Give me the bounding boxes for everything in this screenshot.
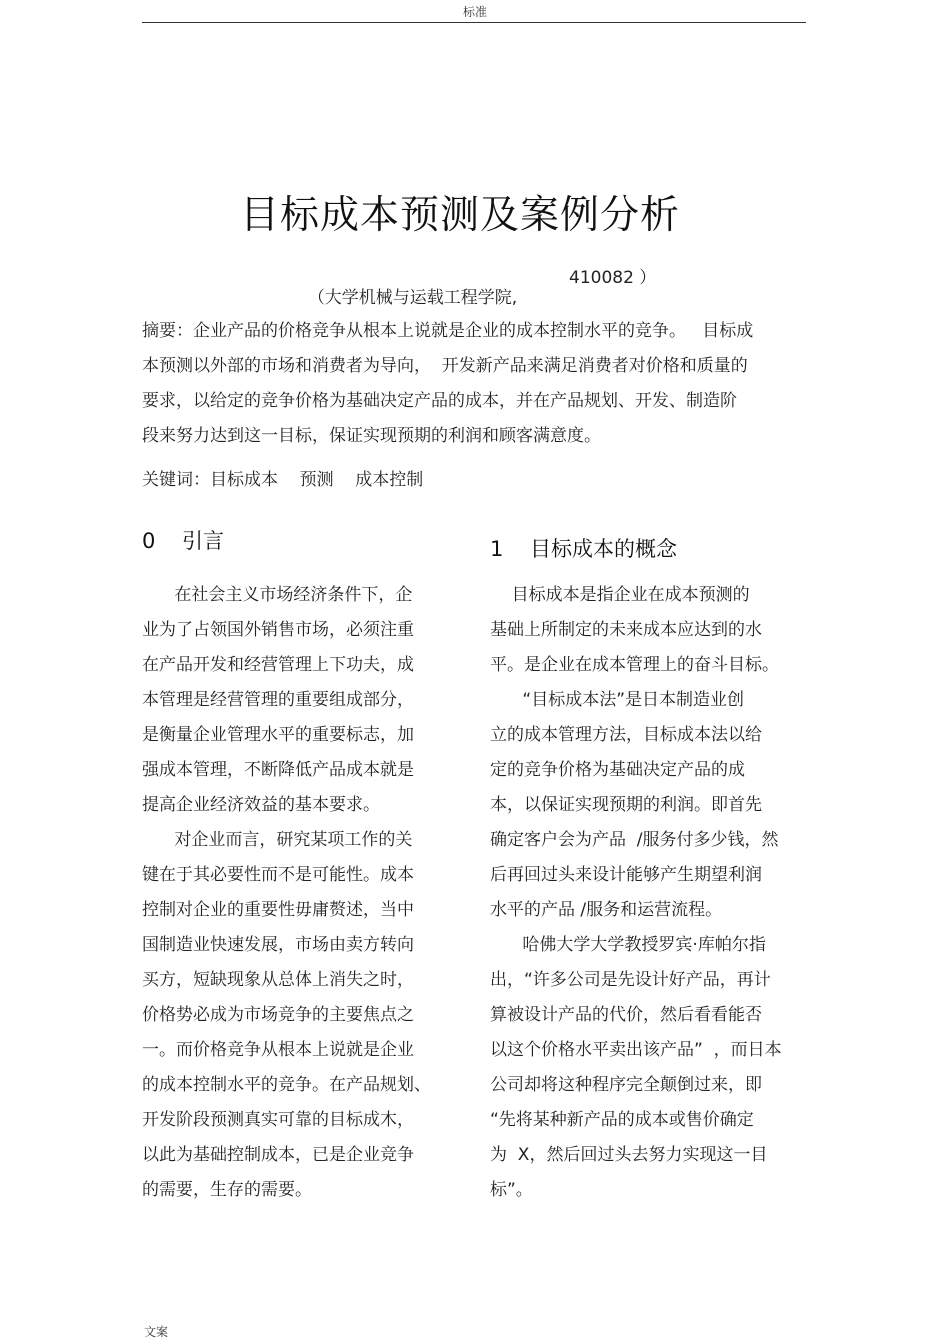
paragraph-line: 出，“许多公司是先设计好产品，再计 xyxy=(490,970,771,990)
paragraph-line: 对企业而言，研究某项工作的关 xyxy=(142,830,413,850)
paragraph-line: 的成本控制水平的竞争。在产品规划、 xyxy=(142,1075,431,1095)
paragraph-line: 哈佛大学大学教授罗宾·库帕尔指 xyxy=(490,935,766,955)
paragraph-line: 本管理是经营管理的重要组成部分， xyxy=(142,690,414,710)
section-1-heading: 1 目标成本的概念 xyxy=(490,537,678,561)
paragraph-line: 后再回过头来设计能够产生期望利润 xyxy=(490,865,762,885)
paragraph-line: 立的成本管理方法，目标成本法以给 xyxy=(490,725,762,745)
paragraph-line: 业为了占领国外销售市场，必须注重 xyxy=(142,620,414,640)
page-footer-label: 文案 xyxy=(144,1325,169,1339)
affiliation-institution: （大学机械与运载工程学院, xyxy=(307,288,518,308)
paragraph-line: 目标成本是指企业在成本预测的 xyxy=(490,585,750,605)
paragraph-line: 以这个价格水平卖出该产品” ，而日本 xyxy=(490,1040,782,1060)
header-divider xyxy=(142,22,806,23)
paragraph-line: 本，以保证实现预期的利润。即首先 xyxy=(490,795,762,815)
paragraph-line: 强成本管理，不断降低产品成本就是 xyxy=(142,760,414,780)
paragraph-line: 控制对企业的重要性毋庸赘述，当中 xyxy=(142,900,414,920)
paragraph-line: 买方，短缺现象从总体上消失之时， xyxy=(142,970,414,990)
paragraph-line: 在社会主义市场经济条件下，企 xyxy=(142,585,413,605)
affiliation-postal-code: 410082 ） xyxy=(569,268,657,288)
paragraph-line: 标”。 xyxy=(490,1180,533,1200)
paragraph-line: 算被设计产品的代价，然后看看能否 xyxy=(490,1005,762,1025)
paragraph-line: 是衡量企业管理水平的重要标志，加 xyxy=(142,725,414,745)
paragraph-line: 水平的产品 /服务和运营流程。 xyxy=(490,900,723,920)
paragraph-line: 确定客户会为产品 /服务付多少钱，然 xyxy=(490,830,779,850)
paragraph-line: “先将某种新产品的成本或售价确定 xyxy=(490,1110,754,1130)
abstract-line: 本预测以外部的市场和消费者为导向， 开发新产品来满足消费者对价格和质量的 xyxy=(142,356,748,376)
section-0-heading: 0 引言 xyxy=(142,529,225,553)
paragraph-line: 平。是企业在成本管理上的奋斗目标。 xyxy=(490,655,779,675)
paragraph-line: 定的竞争价格为基础决定产品的成 xyxy=(490,760,745,780)
abstract-line: 段来努力达到这一目标，保证实现预期的利润和顾客满意度。 xyxy=(142,426,601,446)
abstract-line: 要求，以给定的竞争价格为基础决定产品的成本，并在产品规划、开发、制造阶 xyxy=(142,391,737,411)
abstract-line: 摘要：企业产品的价格竞争从根本上说就是企业的成本控制水平的竞争。 目标成 xyxy=(142,321,754,341)
paragraph-line: 国制造业快速发展，市场由卖方转向 xyxy=(142,935,414,955)
paragraph-line: 为 X，然后回过头去努力实现这一目 xyxy=(490,1145,768,1165)
paragraph-line: 基础上所制定的未来成本应达到的水 xyxy=(490,620,762,640)
paragraph-line: 在产品开发和经营管理上下功夫，成 xyxy=(142,655,414,675)
paragraph-line: 一。而价格竞争从根本上说就是企业 xyxy=(142,1040,414,1060)
page-header-label: 标准 xyxy=(462,5,487,19)
paragraph-line: “目标成本法”是日本制造业创 xyxy=(490,690,745,710)
paragraph-line: 的需要，生存的需要。 xyxy=(142,1180,312,1200)
keywords: 关键词：目标成本 预测 成本控制 xyxy=(142,470,424,490)
paragraph-line: 以此为基础控制成本，已是企业竞争 xyxy=(142,1145,414,1165)
paragraph-line: 提高企业经济效益的基本要求。 xyxy=(142,795,380,815)
paragraph-line: 公司却将这种程序完全颠倒过来，即 xyxy=(490,1075,762,1095)
document-title: 目标成本预测及案例分析 xyxy=(239,193,680,238)
paragraph-line: 开发阶段预测真实可靠的目标成木， xyxy=(142,1110,414,1130)
paragraph-line: 价格势必成为市场竞争的主要焦点之 xyxy=(142,1005,414,1025)
paragraph-line: 键在于其必要性而不是可能性。成本 xyxy=(142,865,414,885)
